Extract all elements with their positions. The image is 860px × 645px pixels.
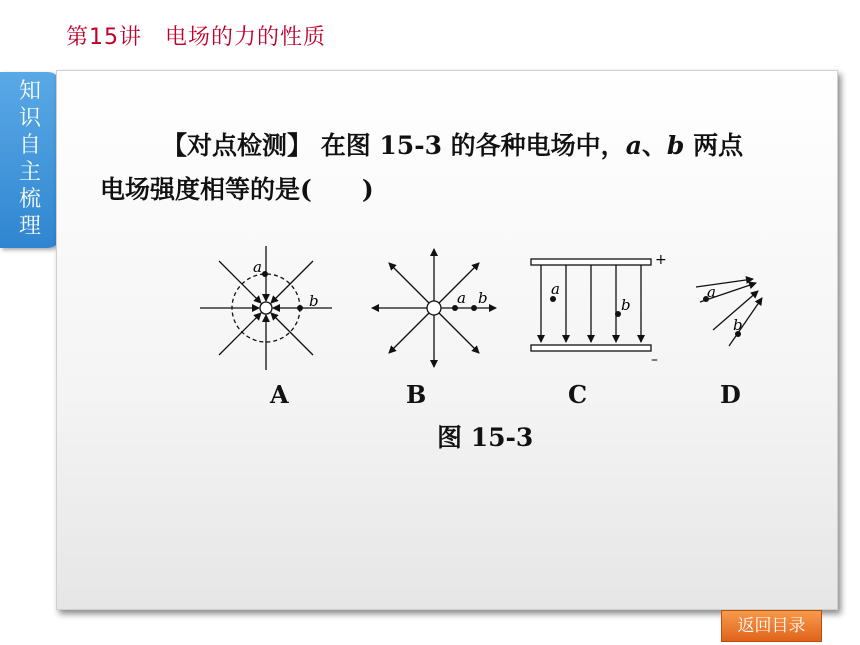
lecture-title: 第15讲 电场的力的性质 bbox=[66, 25, 326, 50]
question-line-2: 电场强度相等的是( ) bbox=[100, 175, 374, 204]
question-suffix: 两点 bbox=[684, 131, 744, 160]
question-sep: 、 bbox=[641, 131, 667, 160]
positive-plate bbox=[531, 259, 651, 265]
figure-caption: 图 15-3 bbox=[437, 423, 534, 452]
side-tab-label: 知识自主梳理 bbox=[18, 79, 41, 239]
option-a-label: A bbox=[270, 380, 289, 409]
field-line bbox=[271, 261, 313, 303]
field-line bbox=[219, 313, 261, 355]
question-point-a: a bbox=[625, 131, 642, 160]
field-line bbox=[389, 263, 429, 303]
point-b-dot bbox=[297, 305, 303, 311]
label-b: b bbox=[309, 292, 319, 310]
field-line bbox=[389, 313, 429, 353]
option-d-label: D bbox=[720, 380, 741, 409]
label-b: b bbox=[478, 289, 488, 307]
point-a-dot bbox=[262, 271, 268, 277]
question-prefix: 【对点检测】 在图 15-3 的各种电场中， bbox=[162, 131, 626, 160]
question-point-b: b bbox=[666, 131, 685, 160]
negative-plate bbox=[531, 345, 651, 351]
field-line bbox=[271, 313, 313, 355]
diagram-d bbox=[696, 279, 762, 346]
option-b-label: B bbox=[406, 380, 427, 409]
label-a: a bbox=[707, 283, 716, 301]
label-b: b bbox=[733, 316, 743, 334]
plus-sign: + bbox=[655, 252, 667, 268]
field-line bbox=[696, 279, 753, 287]
diagram-b bbox=[372, 249, 496, 367]
field-line bbox=[439, 313, 479, 353]
return-to-contents-button[interactable]: 返回目录 bbox=[721, 610, 822, 642]
label-a: a bbox=[457, 289, 466, 307]
point-charge bbox=[260, 302, 272, 314]
diagram-c bbox=[531, 259, 651, 351]
label-a: a bbox=[551, 280, 560, 298]
point-charge bbox=[427, 301, 441, 315]
point-b-dot bbox=[471, 305, 477, 311]
option-c-label: C bbox=[568, 380, 588, 409]
label-a: a bbox=[253, 258, 262, 276]
minus-sign: – bbox=[651, 352, 658, 368]
label-b: b bbox=[621, 296, 631, 314]
